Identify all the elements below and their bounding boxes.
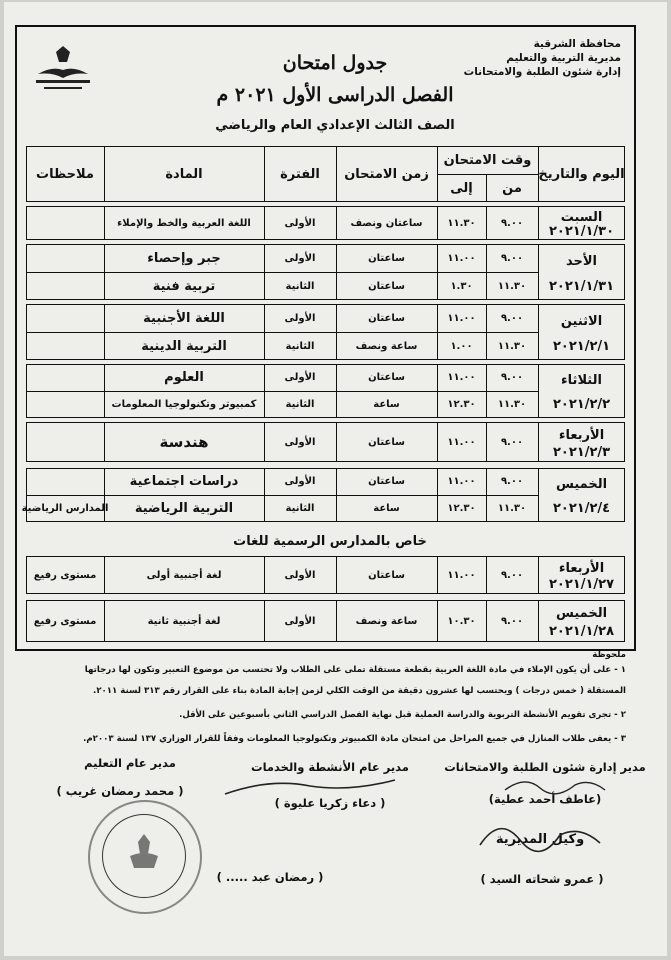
header-notes: ملاحظات xyxy=(36,166,94,182)
day-name: السبت xyxy=(560,210,603,225)
subject: كمبيوتر وتكنولوجيا المعلومات xyxy=(111,399,257,410)
signature-title-education: مدير عام التعليم xyxy=(84,756,176,770)
time-to: ١.٠٠ xyxy=(450,340,473,352)
day-name: الأربعاء xyxy=(558,427,605,443)
day-date: ٢٠٢١/١/٣٠ xyxy=(548,224,615,239)
term-title: الفصل الدراسى الأول ٢٠٢١ م xyxy=(216,84,454,106)
signature-name-deputy: ( عمرو شحاته السيد ) xyxy=(480,872,604,886)
subject: التربية الرياضية xyxy=(134,501,234,516)
note xyxy=(26,364,104,391)
signature-title-activities: مدير عام الأنشطة والخدمات xyxy=(251,760,409,774)
ministry-eagle-logo xyxy=(32,44,94,96)
period: الأولى xyxy=(284,252,316,264)
time-to: ١١.٠٠ xyxy=(447,312,476,324)
period: الثانية xyxy=(285,399,315,410)
duration: ساعة ونصف xyxy=(355,615,418,627)
duration: ساعتان xyxy=(368,252,405,264)
note: مستوى رفيع xyxy=(33,615,97,627)
signature-name-exams: (عاطف أحمد عطية) xyxy=(488,792,602,806)
time-from: ٩.٠٠ xyxy=(500,615,524,627)
issuer-block xyxy=(451,37,621,79)
note xyxy=(26,244,104,272)
subject: دراسات اجتماعية xyxy=(129,474,239,489)
period: الأولى xyxy=(284,569,316,581)
note xyxy=(26,468,104,495)
subject: اللغة العربية والخط والإملاء xyxy=(117,217,251,229)
duration: ساعة ونصف xyxy=(355,340,418,352)
duration: ساعة xyxy=(373,503,400,514)
period: الثانية xyxy=(285,340,315,352)
note-line-4: ٣ - يعفى طلاب المنازل في جميع المراحل من امتحان مادة الكمبيوتر وتكنولوجيا المعلومات وفقاً للقرار الوزاري ١٣٧ لسنة ٢٠٠٣م. xyxy=(83,734,626,744)
time-from: ٩.٠٠ xyxy=(500,252,524,264)
header-period: الفترة xyxy=(280,166,320,182)
subject: تربية فنية xyxy=(152,278,216,294)
header-to: إلى xyxy=(450,180,473,196)
duration: ساعتان xyxy=(368,436,405,448)
time-to: ١٠.٣٠ xyxy=(447,615,476,627)
header-subject: المادة xyxy=(165,166,203,182)
header-from: من xyxy=(502,180,522,196)
period: الأولى xyxy=(284,217,316,229)
signature-title-deputy: وكيل المديرية xyxy=(495,832,585,847)
notes-heading: ملحوظة xyxy=(592,650,626,660)
time-to: ١١.٣٠ xyxy=(447,217,476,229)
subject: العلوم xyxy=(164,370,204,385)
time-to: ١.٣٠ xyxy=(450,280,473,292)
time-from: ٩.٠٠ xyxy=(500,372,524,383)
day-name: الخميس xyxy=(555,605,608,621)
day-name: الثلاثاء xyxy=(561,373,602,388)
note xyxy=(26,391,104,418)
header-time: وقت الامتحان xyxy=(443,152,532,168)
period: الأولى xyxy=(284,312,316,324)
subject: اللغة الأجنبية xyxy=(143,310,225,326)
time-to: ١١.٠٠ xyxy=(447,372,476,383)
header-day: اليوم والتاريخ xyxy=(538,166,625,182)
time-to: ١١.٠٠ xyxy=(447,476,476,487)
time-from: ٩.٠٠ xyxy=(500,312,524,324)
note-line-2: المستقلة ( خمس درجات ) ويحتسب لها عشرون دقيقة من الوقت الكلي لزمن إجابة المادة بناء على القرار رقم ٣١٣ لسنة ٢٠١١. xyxy=(93,686,626,696)
note xyxy=(26,272,104,300)
time-to: ١١.٠٠ xyxy=(447,252,476,264)
time-to: ١١.٠٠ xyxy=(447,436,476,448)
handwritten-signature-exams xyxy=(500,770,610,800)
day-name: الأحد xyxy=(566,253,598,269)
day-date: ٢٠٢١/٢/٣ xyxy=(552,444,611,460)
duration: ساعتان xyxy=(368,476,405,487)
duration: ساعتان ونصف xyxy=(350,217,423,229)
time-from: ١١.٣٠ xyxy=(497,503,527,514)
subject: التربية الدينية xyxy=(141,338,227,354)
language-section-title: خاص بالمدارس الرسمية للغات xyxy=(233,533,427,549)
period: الثانية xyxy=(285,280,315,292)
subject: هندسة xyxy=(159,433,209,451)
duration: ساعتان xyxy=(368,569,405,581)
day-date: ٢٠٢١/٢/٢ xyxy=(552,397,611,412)
note: مستوى رفيع xyxy=(33,569,97,581)
note xyxy=(26,206,104,240)
stamp-eagle-icon xyxy=(128,832,160,878)
subject: لغة أجنبية ثانية xyxy=(147,615,221,627)
day-name: الأربعاء xyxy=(558,560,605,576)
day-date: ٢٠٢١/١/٣١ xyxy=(548,278,615,294)
signature-name-activities: ( دعاء زكريا عليوة ) xyxy=(274,796,386,810)
day-date: ٢٠٢١/١/٢٨ xyxy=(548,623,615,639)
note-line-3: ٢ - تجرى تقويم الأنشطة التربوية والدراسة العملية قبل نهاية الفصل الدراسي الثاني بأسبوعين على الأقل. xyxy=(179,710,626,720)
day-date: ٢٠٢١/٢/١ xyxy=(552,338,611,354)
department: إدارة شئون الطلبة والامتحانات xyxy=(463,66,621,78)
time-from: ٩.٠٠ xyxy=(500,436,524,448)
day-date: ٢٠٢١/٢/٤ xyxy=(552,501,611,516)
period: الثانية xyxy=(285,503,315,514)
signature-title-exams: مدير إدارة شئون الطلبة والامتحانات xyxy=(444,760,646,774)
note: المدارس الرياضية xyxy=(21,503,109,514)
signature-name-education: ( محمد رمضان غريب ) xyxy=(56,784,184,798)
note xyxy=(26,332,104,360)
period: الأولى xyxy=(284,372,316,383)
period: الأولى xyxy=(284,615,316,627)
day-name: الاثنين xyxy=(560,313,603,329)
duration: ساعة xyxy=(373,399,400,410)
day-date: ٢٠٢١/١/٢٧ xyxy=(548,576,615,592)
period: الأولى xyxy=(284,436,316,448)
time-from: ١١.٣٠ xyxy=(497,340,527,352)
note xyxy=(26,304,104,332)
time-from: ١١.٣٠ xyxy=(497,399,527,410)
signature-name-other: ( رمضان عبد ..... ) xyxy=(216,870,324,884)
time-from: ٩.٠٠ xyxy=(500,217,524,229)
time-to: ١١.٠٠ xyxy=(447,569,476,581)
period: الأولى xyxy=(284,476,316,487)
subject: لغة أجنبية أولى xyxy=(146,569,222,581)
grade-title: الصف الثالث الإعدادي العام والرياضي xyxy=(215,118,455,133)
time-to: ١٢.٣٠ xyxy=(447,503,476,514)
handwritten-signature-deputy xyxy=(470,805,620,865)
duration: ساعتان xyxy=(368,280,405,292)
header-duration: زمن الامتحان xyxy=(344,166,429,182)
duration: ساعتان xyxy=(368,372,405,383)
time-from: ٩.٠٠ xyxy=(500,569,524,581)
day-name: الخميس xyxy=(555,477,608,492)
handwritten-signature-activities xyxy=(220,772,400,802)
doc-title: جدول امتحان xyxy=(282,52,388,74)
time-to: ١٢.٣٠ xyxy=(447,399,476,410)
note-line-1: ١ - على أن يكون الإملاء في مادة اللغة العربية بقطعة مستقلة تملى على الطلاب ولا تحتسب من موضوع التعبير وتكون لها درجاتها xyxy=(84,665,626,675)
governorate: محافظة الشرقية xyxy=(533,38,621,50)
duration: ساعتان xyxy=(368,312,405,324)
directorate: مديرية التربية والتعليم xyxy=(506,52,621,64)
subject: جبر وإحصاء xyxy=(147,250,221,266)
time-from: ٩.٠٠ xyxy=(500,476,524,487)
note xyxy=(26,422,104,462)
time-from: ١١.٣٠ xyxy=(497,280,527,292)
